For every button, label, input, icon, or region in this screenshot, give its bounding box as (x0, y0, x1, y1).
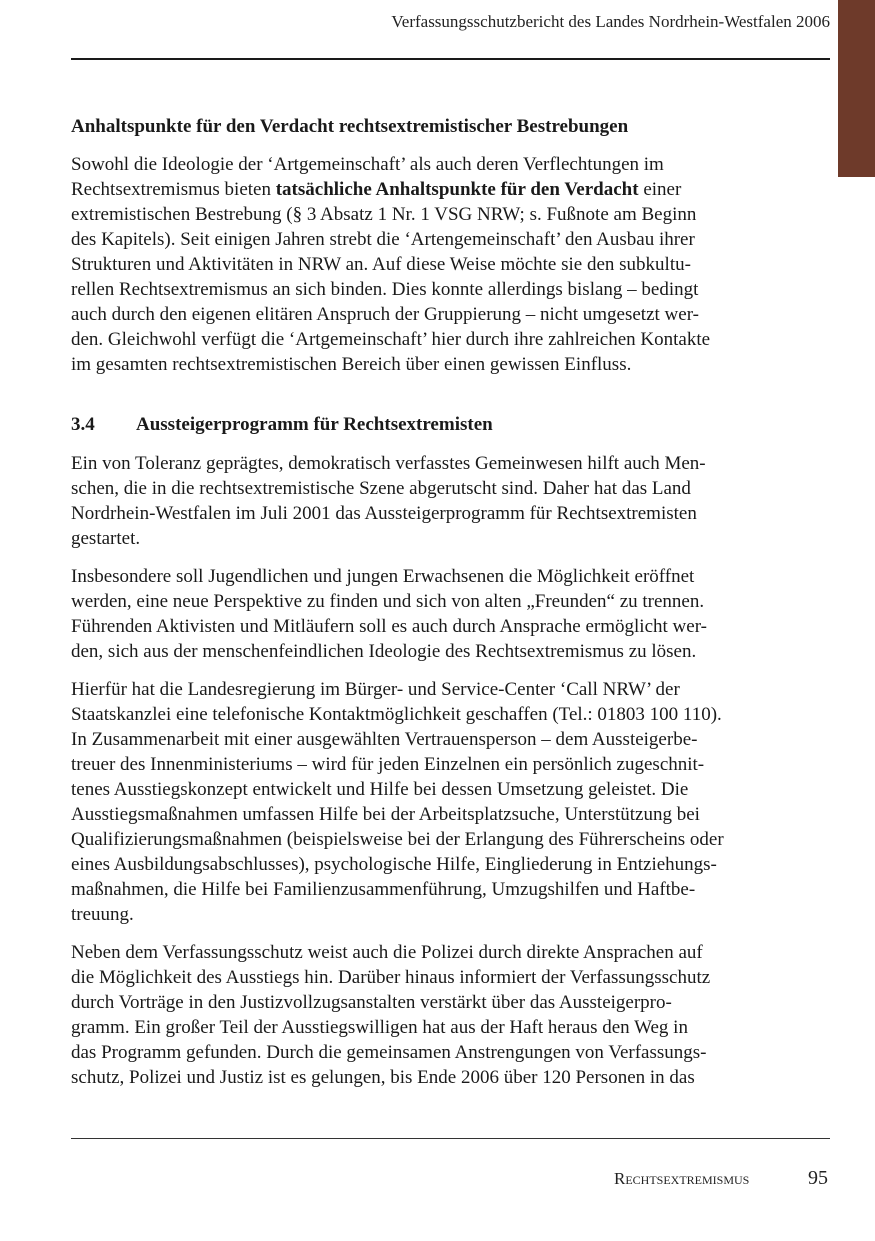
text-line: Staatskanzlei eine telefonische Kontaktmöglichkeit geschaffen (Tel.: 01803 100 110). (71, 704, 722, 725)
footer-rule (71, 1138, 830, 1139)
text-line: Ein von Toleranz geprägtes, demokratisch verfasstes Gemeinwesen hilft auch Men- (71, 453, 706, 474)
text-segment: Rechtsextremismus bieten (71, 179, 276, 200)
text-segment: einer (638, 179, 682, 200)
page-number: 95 (808, 1167, 828, 1189)
text-line: im gesamten rechtsextremistischen Bereich über einen gewissen Einfluss. (71, 354, 632, 375)
section-heading (71, 412, 791, 437)
emphasis-text: tatsächliche Anhaltspunkte für den Verdacht (275, 179, 639, 200)
paragraph-hotline (71, 677, 791, 927)
paragraph-artgemeinschaft (71, 152, 791, 377)
text-line: Strukturen und Aktivitäten in NRW an. Auf diese Weise möchte sie den subkultu- (71, 254, 691, 275)
text-line: Qualifizierungsmaßnahmen (beispielsweise bei der Erlangung des Führerscheins oder (71, 829, 724, 850)
text-line: Ausstiegsmaßnahmen umfassen Hilfe bei der Arbeitsplatzsuche, Unterstützung bei (71, 804, 700, 825)
text-line: In Zusammenarbeit mit einer ausgewählten Vertrauensperson – dem Aussteigerbe- (71, 729, 698, 750)
text-line: maßnahmen, die Hilfe bei Familienzusammenführung, Umzugshilfen und Haftbe- (71, 879, 696, 900)
text-line (71, 177, 791, 202)
text-line: des Kapitels). Seit einigen Jahren strebt die ‘Artengemeinschaft’ den Ausbau ihrer (71, 229, 695, 250)
paragraph-target-groups (71, 564, 791, 664)
text-line: eines Ausbildungsabschlusses), psychologische Hilfe, Eingliederung in Entziehungs- (71, 854, 717, 875)
text-line: die Möglichkeit des Ausstiegs hin. Darüber hinaus informiert der Verfassungsschutz (71, 967, 711, 988)
text-line: das Programm gefunden. Durch die gemeinsamen Anstrengungen von Verfassungs- (71, 1042, 707, 1063)
text-line: den. Gleichwohl verfügt die ‘Artgemeinschaft’ hier durch ihre zahlreichen Kontakte (71, 329, 711, 350)
text-line: Führenden Aktivisten und Mitläufern soll es auch durch Ansprache ermöglicht wer- (71, 616, 707, 637)
text-line: auch durch den eigenen elitären Anspruch der Gruppierung – nicht umgesetzt wer- (71, 304, 699, 325)
text-line: tenes Ausstiegskonzept entwickelt und Hilfe bei dessen Umsetzung geleistet. Die (71, 779, 689, 800)
text-line: Neben dem Verfassungsschutz weist auch die Polizei durch direkte Ansprachen auf (71, 942, 703, 963)
chapter-tab-marker (838, 0, 875, 177)
text-line: Insbesondere soll Jugendlichen und jungen Erwachsenen die Möglichkeit eröffnet (71, 566, 695, 587)
text-line: gramm. Ein großer Teil der Ausstiegswilligen hat aus der Haft heraus den Weg in (71, 1017, 688, 1038)
text-line: schutz, Polizei und Justiz ist es gelungen, bis Ende 2006 über 120 Personen in das (71, 1067, 695, 1088)
section-number: 3.4 (71, 414, 95, 435)
text-line: schen, die in die rechtsextremistische Szene abgerutscht sind. Daher hat das Land (71, 478, 691, 499)
text-line: werden, eine neue Perspektive zu finden und sich von alten „Freunden“ zu trennen. (71, 591, 705, 612)
text-line: gestartet. (71, 528, 141, 549)
header-rule (71, 58, 830, 60)
text-line: Sowohl die Ideologie der ‘Artgemeinschaft’ als auch deren Verflechtungen im (71, 154, 664, 175)
text-line: treuer des Innenministeriums – wird für jeden Einzelnen ein persönlich zugeschnit- (71, 754, 705, 775)
text-line: extremistischen Bestrebung (§ 3 Absatz 1 Nr. 1 VSG NRW; s. Fußnote am Beginn (71, 204, 697, 225)
page-body (71, 114, 791, 1103)
footer-chapter-label: Rechtsextremismus (614, 1169, 750, 1188)
text-line: rellen Rechtsextremismus an sich binden. Dies konnte allerdings bislang – bedingt (71, 279, 699, 300)
text-line: den, sich aus der menschenfeindlichen Ideologie des Rechtsextremismus zu lösen. (71, 641, 697, 662)
text-line: Nordrhein-Westfalen im Juli 2001 das Aussteigerprogramm für Rechtsextremisten (71, 503, 697, 524)
text-line: Hierfür hat die Landesregierung im Bürger- und Service-Center ‘Call NRW’ der (71, 679, 680, 700)
paragraph-cooperation (71, 940, 791, 1090)
text-line: treuung. (71, 904, 134, 925)
paragraph-intro (71, 451, 791, 551)
section-title: Aussteigerprogramm für Rechtsextremisten (136, 414, 493, 435)
text-line: durch Vorträge in den Justizvollzugsanstalten verstärkt über das Aussteigerpro- (71, 992, 672, 1013)
subsection-heading: Anhaltspunkte für den Verdacht rechtsextremistischer Bestrebungen (71, 116, 629, 137)
running-header: Verfassungsschutzbericht des Landes Nordrhein-Westfalen 2006 (391, 12, 830, 31)
